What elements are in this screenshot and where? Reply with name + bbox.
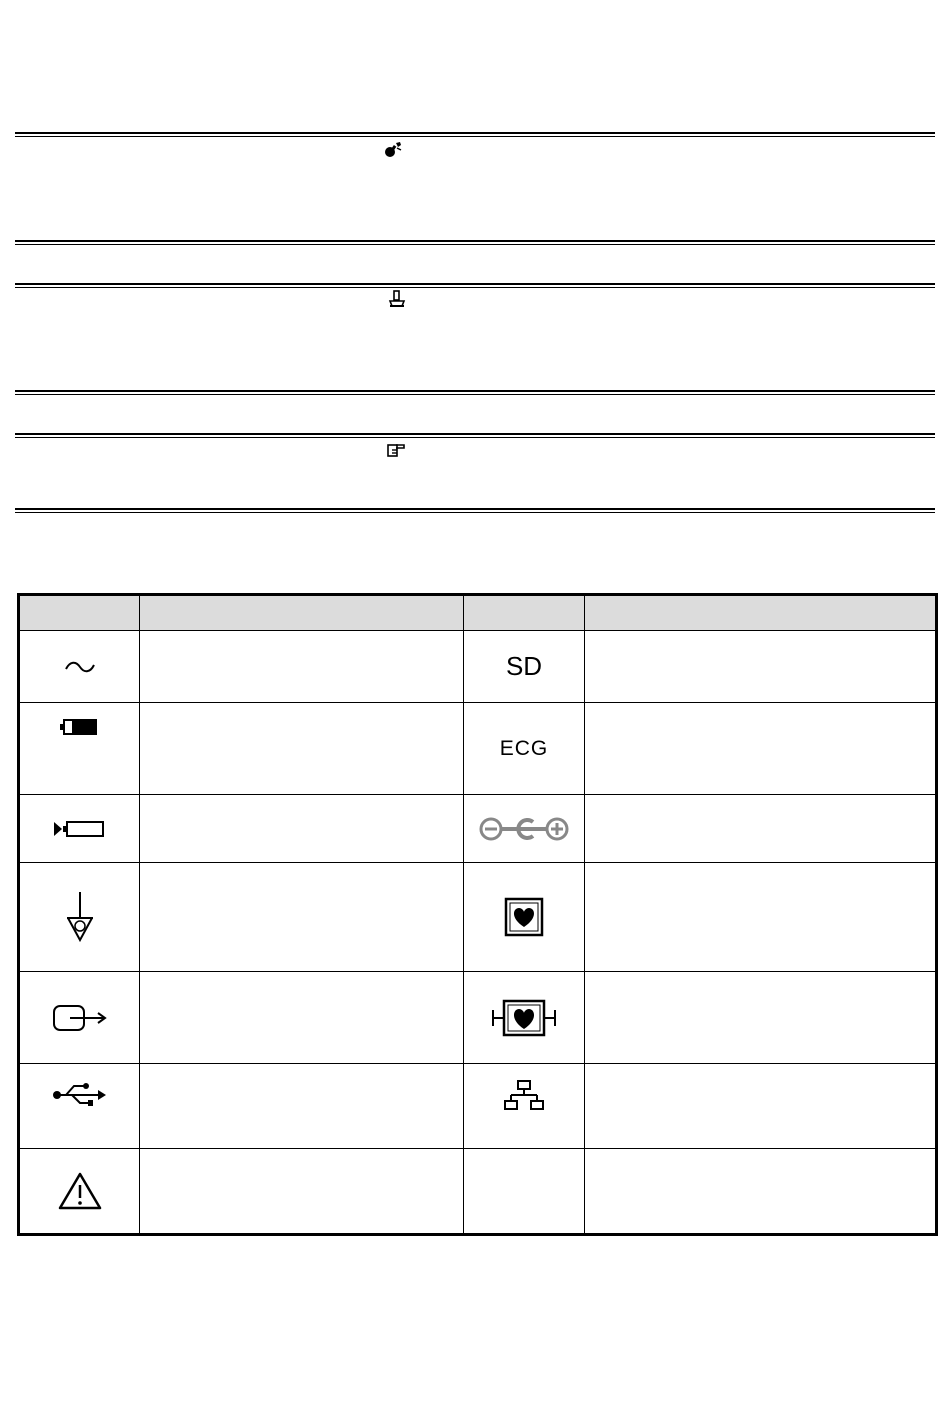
notice-2-bottom-rule bbox=[15, 390, 935, 395]
symbol-cell bbox=[464, 1149, 585, 1235]
description-cell bbox=[140, 1149, 464, 1235]
network-icon bbox=[502, 1080, 546, 1112]
notice-2-top-rule bbox=[15, 283, 935, 288]
table-row bbox=[19, 795, 937, 863]
table-row bbox=[19, 703, 937, 795]
type-cf-heart-icon bbox=[504, 897, 544, 937]
symbol-cell bbox=[464, 972, 585, 1064]
pointing-hand-icon bbox=[386, 442, 406, 458]
notice-1-top-rule bbox=[15, 132, 935, 137]
defib-proof-cf-icon bbox=[489, 998, 559, 1038]
notice-3-top-rule bbox=[15, 433, 935, 438]
description-cell bbox=[585, 863, 937, 972]
notice-3-bottom-rule bbox=[15, 508, 935, 513]
ac-tilde-icon bbox=[60, 655, 100, 679]
output-port-icon bbox=[50, 1003, 110, 1033]
symbol-cell bbox=[464, 703, 585, 795]
symbol-cell bbox=[19, 631, 140, 703]
symbol-cell bbox=[19, 972, 140, 1064]
table-row bbox=[19, 863, 937, 972]
symbol-cell bbox=[19, 1064, 140, 1149]
description-cell bbox=[140, 972, 464, 1064]
header-cell bbox=[585, 595, 937, 631]
symbol-cell bbox=[19, 1149, 140, 1235]
description-cell bbox=[140, 703, 464, 795]
battery-charging-icon bbox=[52, 819, 108, 839]
symbol-cell bbox=[19, 795, 140, 863]
symbol-cell bbox=[464, 631, 585, 703]
header-cell bbox=[140, 595, 464, 631]
ecg-icon: ECG bbox=[499, 736, 549, 760]
description-cell bbox=[585, 1064, 937, 1149]
description-cell bbox=[585, 1149, 937, 1235]
symbol-table bbox=[17, 593, 938, 1236]
warning-triangle-icon bbox=[57, 1171, 103, 1211]
symbol-cell bbox=[19, 703, 140, 795]
symbol-cell bbox=[19, 863, 140, 972]
table-row bbox=[19, 631, 937, 703]
description-cell bbox=[140, 631, 464, 703]
description-cell bbox=[585, 631, 937, 703]
description-cell bbox=[585, 972, 937, 1064]
usb-icon bbox=[52, 1082, 108, 1108]
battery-icon bbox=[58, 717, 102, 737]
symbol-cell bbox=[464, 863, 585, 972]
description-cell bbox=[140, 863, 464, 972]
tools-icon bbox=[383, 141, 403, 159]
equipotential-icon bbox=[65, 890, 95, 944]
symbol-cell bbox=[464, 795, 585, 863]
symbol-cell bbox=[464, 1064, 585, 1149]
dc-polarity-icon bbox=[479, 815, 569, 843]
table-row bbox=[19, 1149, 937, 1235]
header-cell bbox=[19, 595, 140, 631]
description-cell bbox=[140, 795, 464, 863]
mortar-pestle-icon bbox=[388, 290, 406, 308]
table-header-row bbox=[19, 595, 937, 631]
header-cell bbox=[464, 595, 585, 631]
table-row bbox=[19, 1064, 937, 1149]
description-cell bbox=[585, 795, 937, 863]
description-cell bbox=[585, 703, 937, 795]
sd-card-icon: SD bbox=[505, 651, 543, 681]
description-cell bbox=[140, 1064, 464, 1149]
notice-1-bottom-rule bbox=[15, 240, 935, 245]
table-row bbox=[19, 972, 937, 1064]
